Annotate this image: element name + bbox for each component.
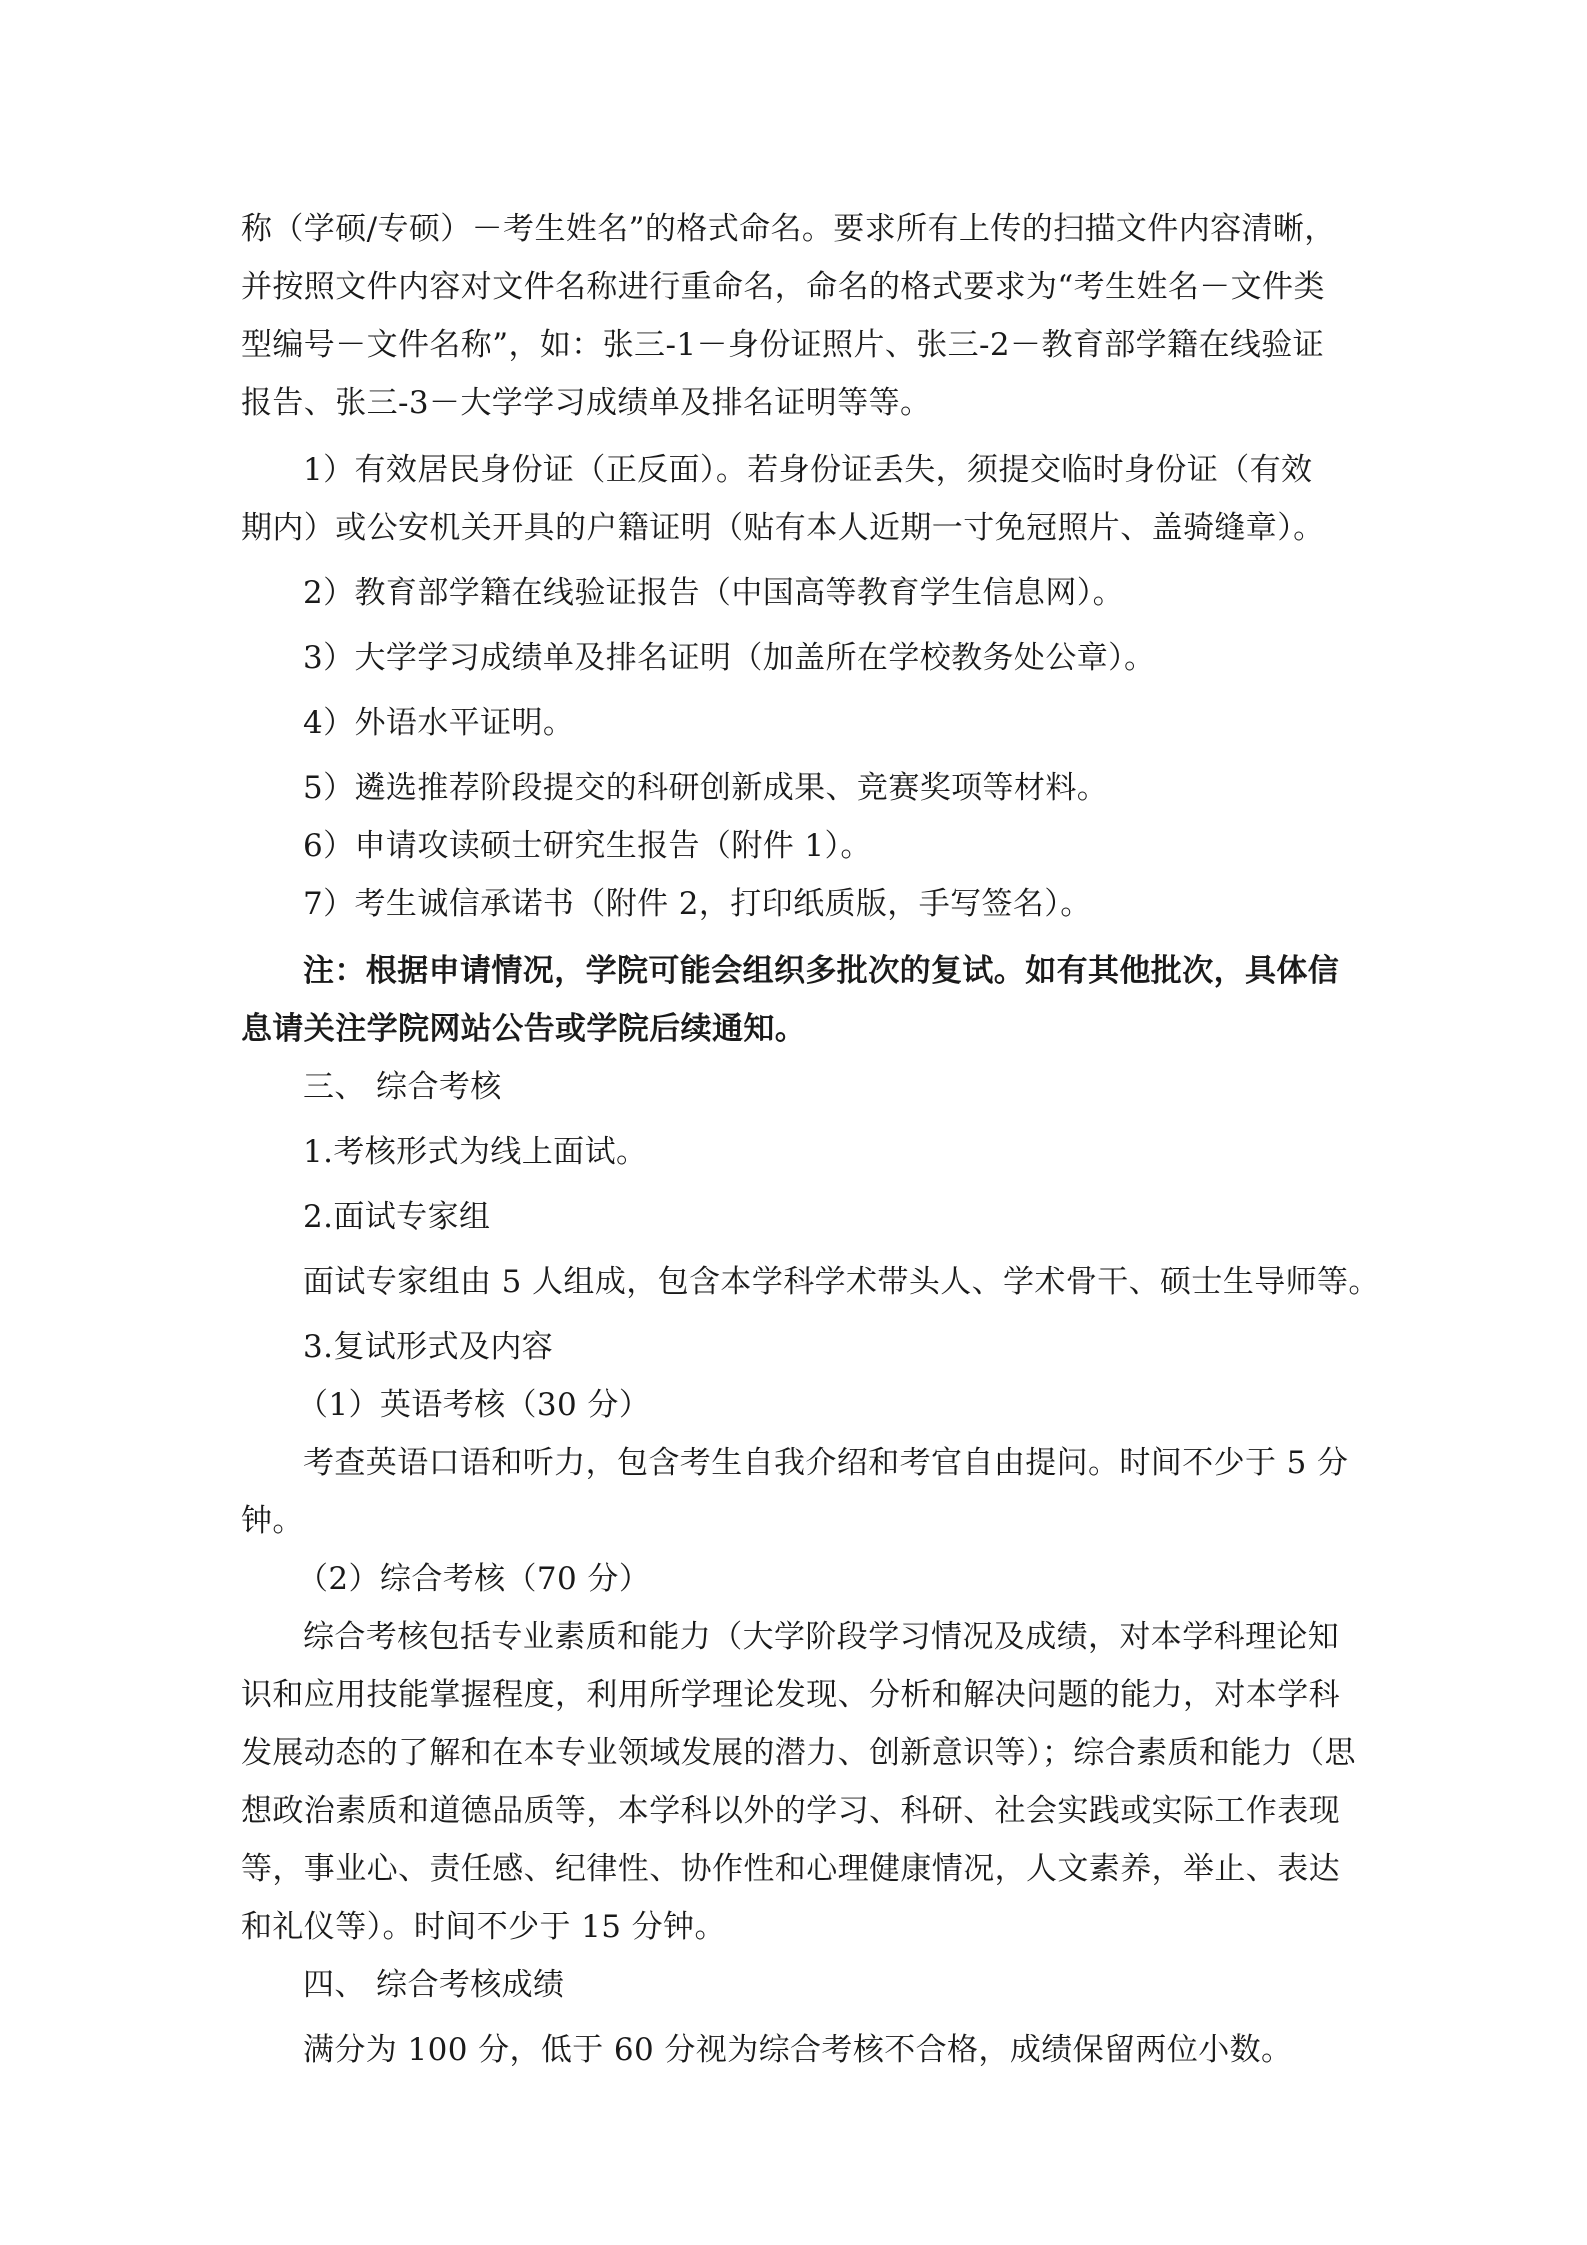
paragraph-comprehensive-test bbox=[241, 1608, 1356, 1956]
text-line: 想政治素质和道德品质等，本学科以外的学习、科研、社会实践或实际工作表现 bbox=[241, 1793, 1340, 1829]
list-item-application-report: 6）申请攻读硕士研究生报告（附件 1）。 bbox=[303, 828, 872, 864]
subheading-comprehensive-test: （2）综合考核（70 分） bbox=[297, 1561, 651, 1597]
text-line: 发展动态的了解和在本专业领域发展的潜力、创新意识等）；综合素质和能力（思 bbox=[241, 1735, 1356, 1771]
paragraph-file-naming bbox=[241, 200, 1356, 432]
note-paragraph bbox=[241, 942, 1356, 1058]
text-line: 1）有效居民身份证（正反面）。若身份证丢失，须提交临时身份证（有效 bbox=[303, 452, 1313, 488]
subheading-english-test: （1）英语考核（30 分） bbox=[297, 1387, 651, 1423]
text-line: 和礼仪等）。时间不少于 15 分钟。 bbox=[241, 1909, 726, 1945]
text-line: 钟。 bbox=[241, 1503, 304, 1539]
text-line: 注：根据申请情况，学院可能会组织多批次的复试。如有其他批次，具体信 bbox=[303, 953, 1340, 989]
section-heading-3: 三、 综合考核 bbox=[303, 1069, 502, 1105]
list-item-language-proof: 4）外语水平证明。 bbox=[303, 705, 575, 741]
text-line: 息请关注学院网站公告或学院后续通知。 bbox=[241, 1011, 807, 1047]
paragraph-score-rules: 满分为 100 分，低于 60 分视为综合考核不合格，成绩保留两位小数。 bbox=[303, 2032, 1293, 2068]
text-line: 型编号－文件名称”，如：张三-1－身份证照片、张三-2－教育部学籍在线验证 bbox=[241, 327, 1325, 363]
text-line: 等，事业心、责任感、纪律性、协作性和心理健康情况，人文素养，举止、表达 bbox=[241, 1851, 1340, 1887]
subheading-interview-form: 1.考核形式为线上面试。 bbox=[303, 1134, 648, 1170]
list-item-research-materials: 5）遴选推荐阶段提交的科研创新成果、竞赛奖项等材料。 bbox=[303, 770, 1109, 806]
paragraph-expert-panel: 面试专家组由 5 人组成，包含本学科学术带头人、学术骨干、硕士生导师等。 bbox=[303, 1264, 1380, 1300]
text-line: 考查英语口语和听力，包含考生自我介绍和考官自由提问。时间不少于 5 分 bbox=[303, 1445, 1349, 1481]
text-line: 期内）或公安机关开具的户籍证明（贴有本人近期一寸免冠照片、盖骑缝章）。 bbox=[241, 510, 1325, 546]
section-heading-4: 四、 综合考核成绩 bbox=[303, 1967, 565, 2003]
text-line: 称（学硕/专硕）－考生姓名”的格式命名。要求所有上传的扫描文件内容清晰， bbox=[241, 211, 1336, 247]
list-item-transcript: 3）大学学习成绩单及排名证明（加盖所在学校教务处公章）。 bbox=[303, 640, 1156, 676]
list-item-id-card bbox=[241, 441, 1356, 557]
subheading-expert-panel: 2.面试专家组 bbox=[303, 1199, 491, 1235]
text-line: 报告、张三-3－大学学习成绩单及排名证明等等。 bbox=[241, 385, 932, 421]
text-line: 综合考核包括专业素质和能力（大学阶段学习情况及成绩，对本学科理论知 bbox=[303, 1619, 1340, 1655]
subheading-exam-content: 3.复试形式及内容 bbox=[303, 1329, 554, 1365]
text-line: 识和应用技能掌握程度，利用所学理论发现、分析和解决问题的能力，对本学科 bbox=[241, 1677, 1340, 1713]
list-item-verification-report: 2）教育部学籍在线验证报告（中国高等教育学生信息网）。 bbox=[303, 575, 1125, 611]
paragraph-english-test bbox=[241, 1434, 1356, 1550]
document-page bbox=[241, 200, 1380, 2079]
list-item-integrity-pledge: 7）考生诚信承诺书（附件 2，打印纸质版，手写签名）。 bbox=[303, 886, 1092, 922]
text-line: 并按照文件内容对文件名称进行重命名，命名的格式要求为“考生姓名－文件类 bbox=[241, 269, 1325, 305]
